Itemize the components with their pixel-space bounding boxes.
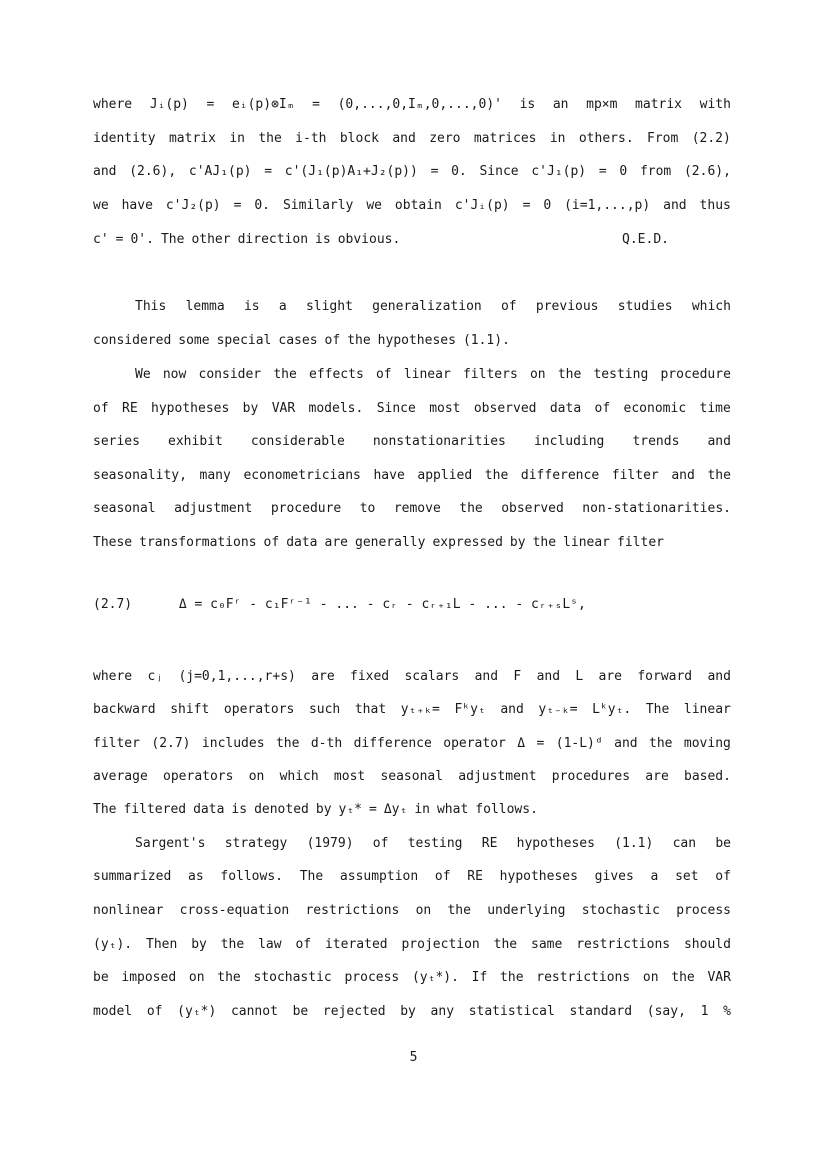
word: as [188,869,204,884]
word: (1.1). [462,333,510,348]
word: now [162,367,187,382]
word: any [430,1004,455,1019]
word: If [471,970,488,985]
word: = [536,736,545,751]
word: operators [223,702,295,717]
word: observed [473,401,537,416]
word: direction [237,232,309,247]
word: law [258,937,282,952]
word: data [193,802,225,817]
word: the [347,333,371,348]
word: time [699,401,731,416]
word: RE [481,836,498,851]
word: = [430,164,439,179]
word: can [672,836,697,851]
text-line [93,768,731,786]
word: be [715,836,731,851]
word: the [217,970,241,985]
word: the [459,501,483,516]
word: thus [699,198,731,213]
word: what [436,802,469,817]
word: where [93,97,133,112]
word: restrictions [305,903,400,918]
word: c'Jᵢ(p) [454,198,510,213]
word: is [315,232,331,247]
word: projection [401,937,480,952]
word: process [344,970,400,985]
word: summarized [93,869,172,884]
text-line [93,130,731,148]
word: which [691,299,731,314]
word: on [415,903,432,918]
word: we [93,198,109,213]
word: are [645,769,669,784]
word: follows. [475,802,538,817]
word: (yₜ). [93,937,133,952]
word: we [366,198,382,213]
word: RE [467,869,483,884]
word: in [229,131,245,146]
word: = [312,97,320,112]
word: 0 [543,198,552,213]
text-line [93,400,731,418]
word: hypotheses [151,401,230,416]
word: of [372,836,389,851]
word: includes [201,736,265,751]
word: on [248,769,265,784]
word: data [549,401,582,416]
word: The [160,232,185,247]
word: Jᵢ(p) [149,97,189,112]
word: VAR [271,401,296,416]
word: yₜ* [338,802,363,817]
word: The [299,869,324,884]
text-line [93,467,731,485]
word: be [292,1004,309,1019]
word: zero [429,131,461,146]
word: the [671,970,695,985]
word: matrix [168,131,216,146]
word: generalization [372,299,482,314]
word: difference [353,736,432,751]
word: linear [403,367,451,382]
word: applied [417,468,473,483]
word: We [135,367,151,382]
word: d-th [310,736,343,751]
word: mp×m [586,97,618,112]
word: on [642,970,659,985]
word: and [707,434,731,449]
word: (2.2) [691,131,731,146]
word: considered [93,333,172,348]
word: hypotheses [377,333,456,348]
word: of [594,401,611,416]
word: from [639,164,672,179]
word: restrictions [536,970,631,985]
word: data [286,535,318,550]
word: a [278,299,287,314]
word: the [557,367,582,382]
word: exhibit [168,434,223,449]
word: forward [637,669,693,684]
text-line [93,500,731,518]
word: process [676,903,731,918]
word: RE [122,401,138,416]
text-line [93,197,731,215]
word: and [392,131,416,146]
word: are [311,669,335,684]
word: (i=1,...,p) [564,198,651,213]
word: of [295,937,312,952]
word: i-th [295,131,327,146]
word: filter [611,468,659,483]
word: Δ [517,736,526,751]
word: observed [501,501,564,516]
word: 1 [700,1004,709,1019]
word: yₜ₋ₖ= [538,702,578,717]
text-line [93,936,731,954]
word: on [188,970,205,985]
word: nonlinear [93,903,164,918]
word: = [369,802,377,817]
text-line [93,231,731,249]
text-line [93,96,731,114]
word: same [531,937,563,952]
word: the [220,937,245,952]
word: statistical [468,1004,555,1019]
text-line [93,969,731,987]
word: by [400,1004,416,1019]
word: These [93,535,133,550]
word: such [308,702,341,717]
word: Q.E.D. [622,232,669,247]
word: the [649,736,673,751]
word: This [135,299,167,314]
word: stochastic [253,970,332,985]
text-line [135,835,731,853]
word: = [522,198,531,213]
word: testing [407,836,463,851]
word: standard [569,1004,633,1019]
word: 0. [254,198,270,213]
word: the [532,535,557,550]
word: The [645,702,670,717]
word: the [447,903,471,918]
word: non-stationarities. [582,501,731,516]
word: procedures [551,769,631,784]
word: of [93,401,109,416]
word: difference [520,468,600,483]
word: that [354,702,387,717]
word: Since [479,164,519,179]
word: = [598,164,607,179]
word: yₜ₊ₖ= [400,702,440,717]
word: Lᵏyₜ. [592,702,632,717]
word: filter [93,736,140,751]
word: stochastic [581,903,660,918]
word: have [121,198,153,213]
word: testing [593,367,649,382]
word: seasonality, [93,468,187,483]
word: = [115,232,124,247]
word: linear [683,702,731,717]
word: denoted [254,802,309,817]
word: rejected [322,1004,386,1019]
word: are [598,669,623,684]
word: linear [563,535,611,550]
word: of [324,333,341,348]
word: and [500,702,524,717]
word: Fᵏyₜ [454,702,486,717]
word: the [275,736,300,751]
word: shift [170,702,210,717]
equation-number: (2.7) [93,597,133,612]
word: matrices [473,131,537,146]
word: c'(J₁(p)A₁+J₂(p)) [284,164,418,179]
word: and [614,736,638,751]
word: studies [617,299,673,314]
word: and [536,669,561,684]
word: VAR [707,970,731,985]
word: where [93,669,133,684]
word: (2.6), [129,164,177,179]
word: a [650,869,659,884]
word: cases [278,333,318,348]
word: L [575,669,584,684]
word: matrix [635,97,683,112]
word: in [549,131,566,146]
word: 0 [619,164,628,179]
word: the [493,937,518,952]
word: seasonal [380,769,444,784]
word: obtain [394,198,442,213]
text-line [93,735,731,753]
text-line [93,534,731,552]
word: including [533,434,605,449]
word: strategy [224,836,288,851]
word: of [146,1004,163,1019]
word: most [429,401,461,416]
word: adjustment [458,769,537,784]
word: have [373,468,405,483]
word: series [93,434,140,449]
word: backward [93,702,156,717]
word: % [723,1004,731,1019]
word: remove [393,501,441,516]
word: by [315,802,332,817]
word: (2.6), [683,164,731,179]
word: is [519,97,536,112]
word: of [375,367,392,382]
word: consider [198,367,262,382]
word: to [359,501,376,516]
word: follows. [220,869,283,884]
word: and [93,164,117,179]
word: expressed [432,535,503,550]
text-line [93,701,731,719]
word: c'AJ₁(p) [188,164,252,179]
word: Similarly [282,198,354,213]
word: economic [623,401,687,416]
word: considerable [250,434,345,449]
word: model [93,1004,133,1019]
word: are [324,535,348,550]
word: scalars [404,669,460,684]
text-line [93,801,731,819]
text-line [93,868,731,886]
word: trends [632,434,680,449]
word: F [513,669,522,684]
word: (1-L)ᵈ [555,736,603,751]
word: an [552,97,569,112]
word: is [243,299,260,314]
word: with [699,97,731,112]
word: moving [683,736,731,751]
word: many [199,468,231,483]
word: (1979) [306,836,354,851]
word: (say, [646,1004,686,1019]
text-line [93,668,731,686]
word: imposed [121,970,177,985]
equation-2-7 [93,596,733,614]
equation-body: Δ = c₀Fʳ - c₁Fʳ⁻¹ - ... - cᵣ - cᵣ₊₁L - ... - cᵣ₊ₛLˢ, [178,597,586,612]
word: and [707,669,731,684]
word: c'J₂(p) [165,198,221,213]
word: slight [305,299,353,314]
word: on [529,367,546,382]
word: average [93,769,148,784]
text-line [93,163,731,181]
word: gives [594,869,634,884]
word: (1.1) [614,836,654,851]
word: (j=0,1,...,r+s) [178,669,296,684]
text-line [135,366,731,384]
word: Since [376,401,416,416]
word: underlying [487,903,566,918]
word: procedure [270,501,342,516]
word: lemma [185,299,225,314]
word: 0'. [130,232,154,247]
page-number: 5 [409,1050,418,1065]
word: effects [309,367,364,382]
word: cannot [230,1004,278,1019]
word: special [216,333,272,348]
word: and [474,669,499,684]
word: 0. [451,164,467,179]
word: cross-equation [179,903,290,918]
word: adjustment [174,501,253,516]
text-line [135,298,731,316]
word: should [683,937,731,952]
word: transformations [139,535,257,550]
word: Then [146,937,178,952]
word: based. [684,769,731,784]
word: and [663,198,687,213]
word: filtered [123,802,187,817]
word: some [178,333,210,348]
word: identity [93,131,156,146]
word: econometricians [243,468,361,483]
word: The [93,802,117,817]
word: c' [93,232,109,247]
word: the [707,468,731,483]
word: in [414,802,430,817]
word: operator [443,736,506,751]
word: hypotheses [499,869,578,884]
word: set [675,869,699,884]
word: by [509,535,526,550]
word: = [264,164,273,179]
word: c'J₁(p) [531,164,587,179]
word: eᵢ(p)⊗Iₘ [231,97,295,112]
word: and [671,468,695,483]
word: is [231,802,248,817]
word: fixed [350,669,390,684]
word: From [647,131,679,146]
word: filters [462,367,518,382]
word: the [484,468,509,483]
word: (yₜ*) [177,1004,217,1019]
word: = [233,198,242,213]
word: restrictions [576,937,671,952]
word: filter [617,535,664,550]
word: by [191,937,207,952]
word: be [93,970,109,985]
word: other [191,232,231,247]
word: = [206,97,215,112]
word: the [500,970,524,985]
word: of [263,535,280,550]
word: Δyₜ [383,802,408,817]
word: obvious. [337,232,401,247]
word: the [273,367,297,382]
word: previous [535,299,599,314]
word: (yₜ*). [411,970,459,985]
word: seasonal [93,501,156,516]
word: others. [578,131,634,146]
text-line [93,332,731,350]
word: procedure [660,367,731,382]
word: hypotheses [516,836,595,851]
word: nonstationarities [372,434,506,449]
word: of [434,869,451,884]
word: (0,...,0,Iₘ,0,...,0)' [337,97,502,112]
word: of [500,299,517,314]
word: Sargent's [135,836,206,851]
word: models. [308,401,364,416]
word: which [279,769,319,784]
text-line [93,1003,731,1021]
word: most [333,769,366,784]
word: of [715,869,731,884]
word: iterated [324,937,388,952]
word: generally [355,535,426,550]
text-line [93,433,731,451]
word: block [339,131,379,146]
word: cⱼ [147,669,164,684]
word: by [242,401,259,416]
word: operators [163,769,234,784]
word: (2.7) [151,736,191,751]
word: the [258,131,282,146]
text-line [93,902,731,920]
word: assumption [339,869,419,884]
